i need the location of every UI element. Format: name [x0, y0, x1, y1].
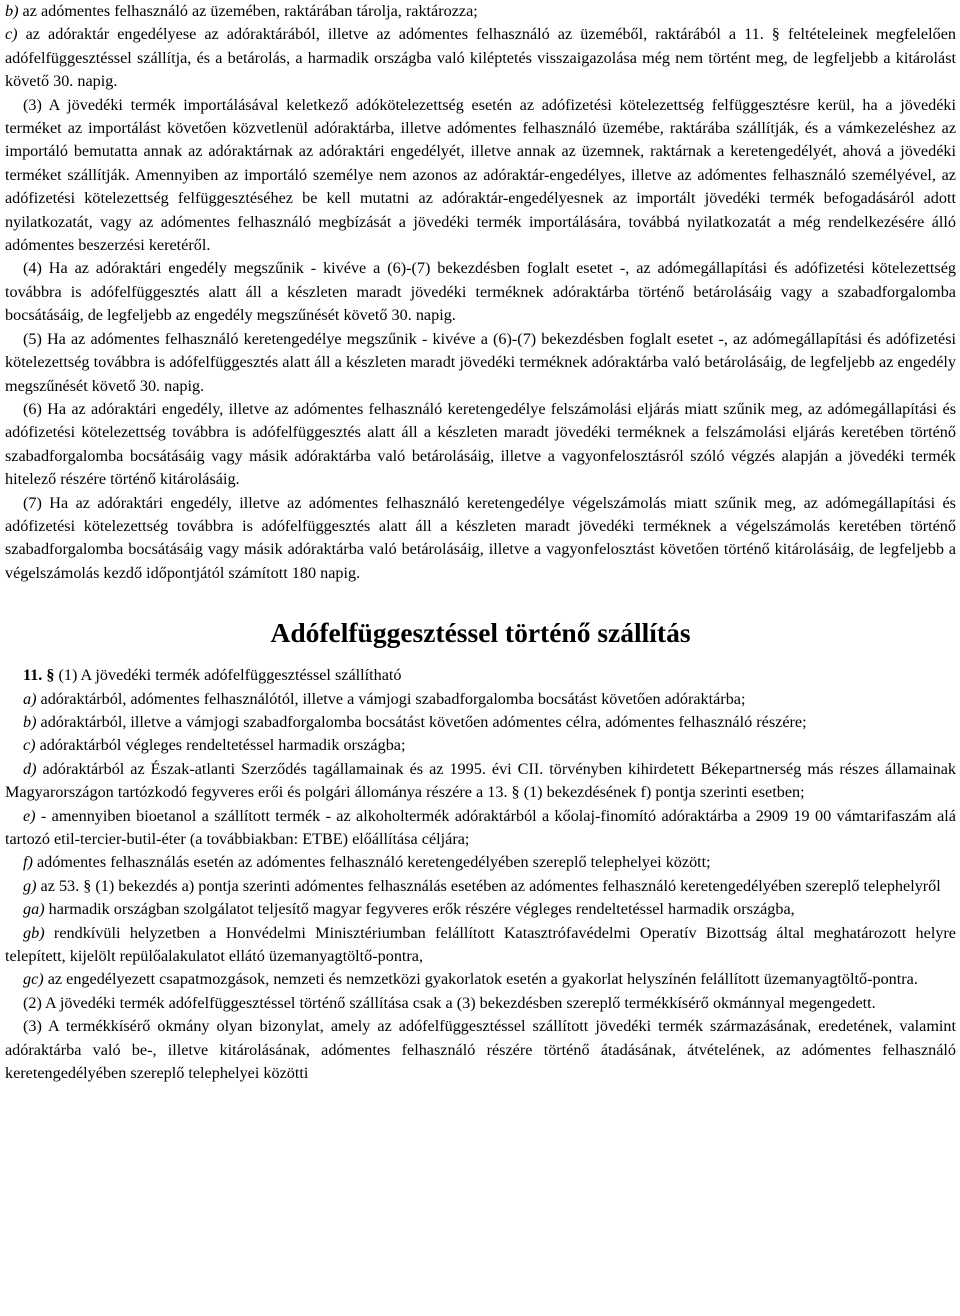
list-marker: c): [5, 25, 18, 44]
list-marker: e): [23, 806, 36, 825]
paragraph-text: adómentes felhasználás esetén az adómentes felhasználó keretengedélyében szereplő telephelyei között;: [32, 853, 711, 872]
paragraph: [5, 711, 956, 734]
paragraph: [5, 898, 956, 921]
paragraph-text: az adómentes felhasználó az üzemében, raktárában tárolja, raktározza;: [18, 2, 478, 20]
paragraph: [5, 851, 956, 874]
paragraph: [5, 23, 956, 93]
list-marker: ga): [23, 900, 45, 919]
paragraph-text: (7) Ha az adóraktári engedély, illetve az adómentes felhasználó keretengedélye végelszámolás miatt szűnik meg, az adómegállapítási és adófizetési kötelezettség továbbra is adófelfüggesztés alatt áll a készleten maradt jövedéki terméknek a végelszámolás keretében történő szabadforgalomba bocsátásáig vagy másik adóraktárba való betárolásáig, illetve a vagyonfelosztást követően történő kitárolásáig, de legfeljebb a végelszámolás kezdő időpontjától számított 180 napig.: [5, 493, 956, 582]
paragraph-text: harmadik országban szolgálatot teljesítő magyar fegyveres erők részére végleges rendeltetéssel harmadik országba,: [44, 900, 795, 919]
section-number: 11. §: [23, 666, 55, 685]
section-intro-text: (1) A jövedéki termék adófelfüggesztéssel szállítható: [54, 666, 402, 685]
paragraph-text: (3) A termékkísérő okmány olyan bizonylat, amely az adófelfüggesztéssel szállított jövedéki termék származásának, eredetének, valamint adóraktárba való be-, illetve kitárolásának, adómentes felhasználó részére történő átadásának, átvételének, az adómentes felhasználó keretengedélyében szereplő telephelyei közötti: [5, 1017, 956, 1083]
paragraph-text: rendkívüli helyzetben a Honvédelmi Minisztériumban felállított Katasztrófavédelmi Operatív Bizottság által meghatározott helyre telepített, kijelölt repülőalakulatot ellátó üzemanyagtöltő-pontra,: [5, 923, 956, 966]
list-marker: g): [23, 876, 37, 895]
paragraphs-after-heading: [5, 688, 956, 1086]
paragraph-text: - amennyiben bioetanol a szállított termék - az alkoholtermék adóraktárból a kőolaj-finomító adóraktárba a 2909 19 00 vámtarifaszám alá tartozó etil-tercier-butil-éter (a továbbiakban: ETBE) előállítása céljára;: [5, 806, 956, 848]
list-marker: f): [23, 853, 33, 872]
paragraph: [5, 734, 956, 757]
paragraph: [5, 328, 956, 398]
paragraph: [5, 398, 956, 492]
paragraph: [5, 922, 956, 969]
paragraph-text: az adóraktár engedélyese az adóraktárából, illetve az adómentes felhasználó az üzeméből, raktárából a 11. § feltételeinek megfelelően adófelfüggesztéssel szállítja, és a betárolás, a harmadik országba való kiléptetés visszaigazolása még nem történt meg, de legfeljebb a kitárolást követő 30. napig.: [5, 25, 956, 91]
paragraph: [5, 94, 956, 258]
paragraph-text: adóraktárból, adómentes felhasználótól, illetve a vámjogi szabadforgalomba bocsátást követően adóraktárba;: [36, 689, 746, 708]
paragraph: [5, 688, 956, 711]
paragraph-text: adóraktárból az Észak-atlanti Szerződés tagállamainak és az 1995. évi CII. törvényben kihirdetett Békepartnerség más részes államainak Magyarországon tartózkodó fegyveres erői és polgári állománya részére a 13. § (1) bekezdésének f) pontja szerinti esetben;: [5, 759, 956, 802]
paragraphs-before-heading: [5, 0, 956, 585]
section-11-intro: [5, 664, 956, 687]
paragraph: [5, 0, 956, 23]
paragraph: [5, 968, 956, 991]
paragraph: [5, 492, 956, 586]
paragraph: [5, 758, 956, 805]
list-marker: b): [5, 2, 19, 20]
paragraph-text: (3) A jövedéki termék importálásával keletkező adókötelezettség esetén az adófizetési kötelezettség felfüggesztésre kerül, ha a jövedéki terméket az importálást követően közvetlenül adóraktárba, illetve adómentes felhasználó üzemébe, raktárába szállítják, és a vámkezeléshez az importáló bemutatta annak az adóraktárnak az adóraktári engedélyét, illetve annak az üzemnek, raktárnak a keretengedélyét, ahová a jövedéki terméket szállítják. Amennyiben az importáló személye nem azonos az adóraktár-engedélyes, illetve az adómentes felhasználó személyével, az adófizetési kötelezettség felfüggesztéséhez be kell mutatni az adóraktár-engedélyesnek az importált jövedéki termék befogadásáról adott nyilatkozatát, vagy az adómentes felhasználó megbízását a jövedéki termék importálására, továbbá nyilatkozatát a még rendelkezésére álló adómentes beszerzési keretéről.: [5, 95, 956, 255]
paragraph: [5, 1015, 956, 1085]
paragraph-text: adóraktárból végleges rendeltetéssel harmadik országba;: [35, 736, 406, 755]
paragraph-text: adóraktárból, illetve a vámjogi szabadforgalomba bocsátást követően adómentes célra, adómentes felhasználó részére;: [36, 712, 807, 731]
section-heading: Adófelfüggesztéssel történő szállítás: [270, 617, 691, 649]
paragraph-text: (5) Ha az adómentes felhasználó keretengedélye megszűnik - kivéve a (6)-(7) bekezdésben foglalt esetet -, az adómegállapítási és adófizetési kötelezettség továbbra is adófelfüggesztés alatt áll a készleten maradt jövedéki terméknek adóraktárba való betárolásáig, de legfeljebb az engedély megszűnését követő 30. napig.: [5, 329, 956, 395]
paragraph-text: az 53. § (1) bekezdés a) pontja szerinti adómentes felhasználás esetében az adómentes felhasználó keretengedélyében szereplő telephelyről: [36, 876, 941, 895]
list-marker: c): [23, 736, 36, 755]
list-marker: b): [23, 712, 37, 731]
document-page: [5, 0, 956, 1085]
paragraph-text: (6) Ha az adóraktári engedély, illetve az adómentes felhasználó keretengedélye felszámolási eljárás miatt szűnik meg, az adómegállapítási és adófizetési kötelezettség továbbra is adófelfüggesztés alatt áll a készleten maradt jövedéki terméknek a felszámolási eljárás keretében történő szabadforgalomba bocsátásáig vagy másik adóraktárba való betárolásáig, illetve a vagyonfelosztásról szóló végzés alapján a jövedéki termék hitelező részére történő kitárolásáig.: [5, 399, 956, 489]
list-marker: gb): [23, 923, 45, 942]
list-marker: gc): [23, 970, 44, 989]
paragraph-text: az engedélyezett csapatmozgások, nemzeti és nemzetközi gyakorlatok esetén a gyakorlat helyszínén felállított üzemanyagtöltő-pontra.: [43, 970, 918, 989]
paragraph: [5, 805, 956, 852]
list-marker: d): [23, 759, 37, 778]
paragraph-text: (4) Ha az adóraktári engedély megszűnik - kivéve a (6)-(7) bekezdésben foglalt esetet -, az adómegállapítási és adófizetési kötelezettség továbbra is adófelfüggesztés alatt áll a készleten maradt jövedéki terméknek adóraktárba történő betárolásáig vagy a szabadforgalomba bocsátásáig, de legfeljebb az engedély megszűnését követő 30. napig.: [5, 259, 956, 325]
list-marker: a): [23, 689, 37, 708]
paragraph: [5, 257, 956, 327]
paragraph: [5, 875, 956, 898]
paragraph-text: (2) A jövedéki termék adófelfüggesztéssel történő szállítása csak a (3) bekezdésben szereplő termékkísérő okmánnyal megengedett.: [23, 993, 876, 1012]
paragraph: [5, 992, 956, 1015]
